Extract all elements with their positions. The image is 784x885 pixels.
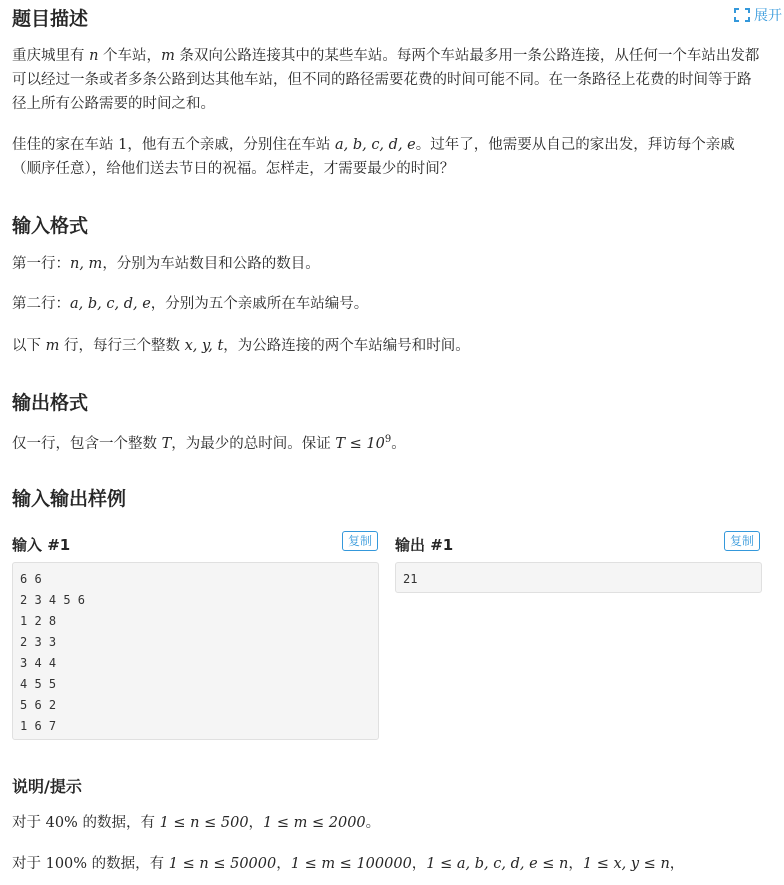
samples-heading: 输入输出样例: [12, 488, 127, 510]
hint-heading: 说明/提示: [12, 777, 82, 796]
description-heading: 题目描述: [12, 8, 89, 30]
expand-label: 展开: [754, 8, 782, 24]
hint-line-2: 对于 100% 的数据，有 1 ≤ n ≤ 50000，1 ≤ m ≤ 100000，1 ≤ a, b, c, d, e ≤ n，1 ≤ x, y ≤ n，: [12, 856, 685, 872]
copy-input-button[interactable]: 复制: [342, 531, 378, 551]
copy-output-button[interactable]: 复制: [724, 531, 760, 551]
expand-button[interactable]: [734, 5, 782, 25]
output-format-heading: 输出格式: [12, 392, 89, 414]
input-format-heading: 输入格式: [12, 215, 89, 237]
sample-input-box[interactable]: 6 6 2 3 4 5 6 1 2 8 2 3 3 3 4 4 4 5 5 5 6 2 1 6 7: [12, 562, 379, 740]
input-format-line-2: 第二行：a, b, c, d, e，分别为五个亲戚所在车站编号。: [12, 296, 369, 312]
hint-line-1: 对于 40% 的数据，有 1 ≤ n ≤ 500，1 ≤ m ≤ 2000。: [12, 815, 381, 831]
sample-input-label: 输入 #1: [12, 536, 71, 554]
sample-output-box[interactable]: 21: [395, 562, 762, 593]
input-format-line-3: 以下 m 行，每行三个整数 x, y, t，为公路连接的两个车站编号和时间。: [12, 338, 470, 354]
output-format-line-1: 仅一行，包含一个整数 T，为最少的总时间。保证 $T \le 10^9$。: [12, 434, 406, 452]
sample-output-label: 输出 #1: [395, 536, 454, 554]
input-format-line-1: 第一行：n, m，分别为车站数目和公路的数目。: [12, 256, 320, 272]
description-para-1: 重庆城里有 n 个车站，m 条双向公路连接其中的某些车站。每两个车站最多用一条公路连接，从任何一个车站出发都可以经过一条或者多条公路到达其他车站，但不同的路径需要花费的时间可能不同。在一条路径上花费的时间等于路径上所有公路需要的时间之和。: [12, 48, 760, 112]
description-para-2: 佳佳的家在车站 1，他有五个亲戚，分别住在车站 a, b, c, d, e。过年了，他需要从自己的家出发，拜访每个亲戚（顺序任意），给他们送去节日的祝福。怎样走，才需要最少的时间？: [12, 137, 735, 177]
expand-icon: [734, 8, 750, 22]
